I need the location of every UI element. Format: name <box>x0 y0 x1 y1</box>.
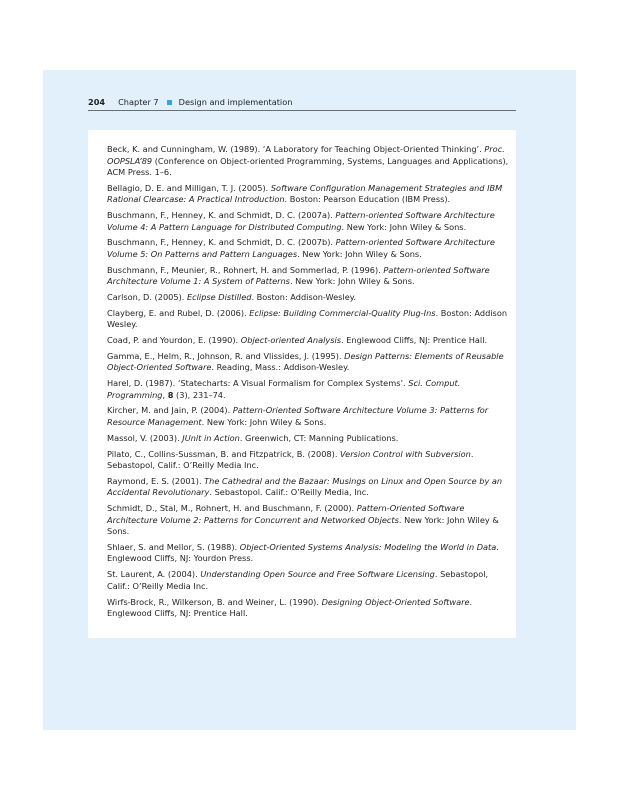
reference-title: Sci. Comput. Programming <box>107 378 461 400</box>
reference-text: . Englewood Cliffs, NJ: Prentice Hall. <box>341 335 488 346</box>
reference-entry <box>107 503 512 538</box>
reference-title: Software Configuration Management Strategies and IBM Rational Clearcase: A Practical Introduction <box>107 182 503 205</box>
reference-text: . Sebastopol. Calif.: O’Reilly Media, Inc. <box>209 487 369 498</box>
reference-text: Buschmann, F., Henney, K. and Schmidt, D. C. (2007a). <box>107 210 336 221</box>
reference-title: Pattern-Oriented Software Architecture Volume 2: Patterns for Concurrent and Networked Objects <box>107 503 465 525</box>
reference-text: . Englewood Cliffs, NJ: Yourdon Press. <box>107 541 499 564</box>
reference-title: Version Control with Subversion <box>340 448 471 459</box>
reference-entry <box>107 144 512 179</box>
reference-entry <box>107 351 512 374</box>
reference-text: Buschmann, F., Henney, K. and Schmidt, D. C. (2007b). <box>107 237 336 248</box>
reference-text: . New York: John Wiley & Sons. <box>289 276 415 287</box>
reference-title: Design Patterns: Elements of Reusable Object-Oriented Software <box>107 350 504 373</box>
reference-text: . Greenwich, CT: Manning Publications. <box>239 432 399 443</box>
reference-text: . Sebastopol, Calif.: O’Reilly Media Inc. <box>107 448 474 471</box>
reference-text: . New York: John Wiley & Sons. <box>201 416 327 427</box>
reference-text: St. Laurent, A. (2004). <box>107 569 201 580</box>
section-title: Design and implementation <box>178 97 293 107</box>
reference-entry <box>107 597 512 620</box>
reference-text: Beck, K. and Cunningham, W. (1989). ‘A Laboratory for Teaching Object-Oriented Thinking’. <box>107 144 485 154</box>
reference-text: Clayberg, E. and Rubel, D. (2006). <box>107 307 250 318</box>
reference-text: . Sebastopol, Calif.: O’Reilly Media Inc. <box>107 569 489 591</box>
reference-text: , <box>162 389 168 400</box>
reference-title: Designing Object-Oriented Software <box>321 596 470 607</box>
reference-text: . New York: John Wiley & Sons. <box>297 248 422 259</box>
references-box <box>88 130 516 638</box>
reference-text: Carlson, D. (2005). <box>107 291 187 302</box>
reference-text: . Englewood Cliffs, NJ: Prentice Hall. <box>107 596 473 619</box>
reference-title: JUnit in Action <box>182 432 240 443</box>
reference-title: Pattern-oriented Software Architecture Volume 4: A Pattern Language for Distributed Computing <box>107 210 495 232</box>
reference-entry <box>107 265 512 288</box>
reference-text: (3), 231–74. <box>173 389 226 400</box>
header-separator-square <box>167 100 172 105</box>
reference-entry <box>107 183 512 206</box>
reference-text: Bellagio, D. E. and Milligan, T. J. (2005). <box>107 182 271 193</box>
reference-entry <box>107 335 512 347</box>
reference-entry <box>107 449 512 472</box>
reference-text: Schmidt, D., Stal, M., Rohnert, H. and Buschmann, F. (2000). <box>107 503 357 514</box>
running-header <box>88 97 516 111</box>
reference-entry <box>107 433 512 445</box>
reference-text: Harel, D. (1987). ‘Statecharts: A Visual Formalism for Complex Systems’. <box>107 378 409 389</box>
reference-text: . New York: John Wiley & Sons. <box>341 221 467 232</box>
reference-text: Buschmann, F., Meunier, R., Rohnert, H. and Sommerlad, P. (1996). <box>107 264 384 275</box>
reference-entry <box>107 292 512 304</box>
reference-title: The Cathedral and the Bazaar: Musings on Linux and Open Source by an Accidental Revolutionary <box>107 475 503 498</box>
reference-text: (Conference on Object-oriented Programming, Systems, Languages and Applications), ACM Press. 1–6. <box>107 155 509 177</box>
reference-text: Shlaer, S. and Mellor, S. (1988). <box>107 541 240 552</box>
reference-title: Eclipse: Building Commercial-Quality Plug-Ins <box>249 307 436 318</box>
reference-text: Wirfs-Brock, R., Wilkerson, B. and Weiner, L. (1990). <box>107 596 322 607</box>
reference-title: Object-oriented Analysis <box>240 335 342 346</box>
reference-list <box>107 144 512 624</box>
reference-title: Pattern-Oriented Software Architecture Volume 3: Patterns for Resource Management <box>107 405 489 427</box>
reference-entry <box>107 308 512 331</box>
reference-title: Proc. OOPSLA’89 <box>107 144 505 166</box>
reference-text: 8 <box>167 389 174 400</box>
reference-title: Object-Oriented Systems Analysis: Modeling the World in Data <box>239 541 497 552</box>
reference-text: Massol, V. (2003). <box>107 432 183 443</box>
reference-title: Understanding Open Source and Free Software Licensing <box>200 569 435 580</box>
reference-text: . New York: John Wiley & Sons. <box>107 514 499 537</box>
reference-title: Pattern-oriented Software Architecture Volume 5: On Patterns and Pattern Languages <box>107 237 495 259</box>
reference-text: Coad, P. and Yourdon, E. (1990). <box>107 335 241 346</box>
reference-entry <box>107 378 512 401</box>
reference-text: . Reading, Mass.: Addison-Wesley. <box>211 362 350 373</box>
book-page <box>43 70 576 730</box>
reference-entry <box>107 237 512 260</box>
reference-entry <box>107 476 512 499</box>
reference-title: Eclipse Distilled <box>186 291 252 302</box>
reference-text: Raymond, E. S. (2001). <box>107 475 205 486</box>
chapter-label: Chapter 7 <box>118 97 159 107</box>
reference-text: . Boston: Pearson Education (IBM Press). <box>284 194 451 205</box>
reference-text: . Boston: Addison Wesley. <box>107 307 508 330</box>
reference-entry <box>107 405 512 428</box>
reference-entry <box>107 210 512 233</box>
reference-text: Pilato, C., Collins-Sussman, B. and Fitzpatrick, B. (2008). <box>107 448 341 459</box>
page-number: 204 <box>88 97 106 107</box>
reference-title: Pattern-oriented Software Architecture Volume 1: A System of Patterns <box>107 264 490 287</box>
reference-text: Kircher, M. and Jain, P. (2004). <box>107 405 233 416</box>
reference-text: . Boston: Addison-Wesley. <box>251 291 357 302</box>
reference-text: Gamma, E., Helm, R., Johnson, R. and Vlissides, J. (1995). <box>107 350 345 361</box>
reference-entry <box>107 569 512 592</box>
reference-entry <box>107 542 512 565</box>
